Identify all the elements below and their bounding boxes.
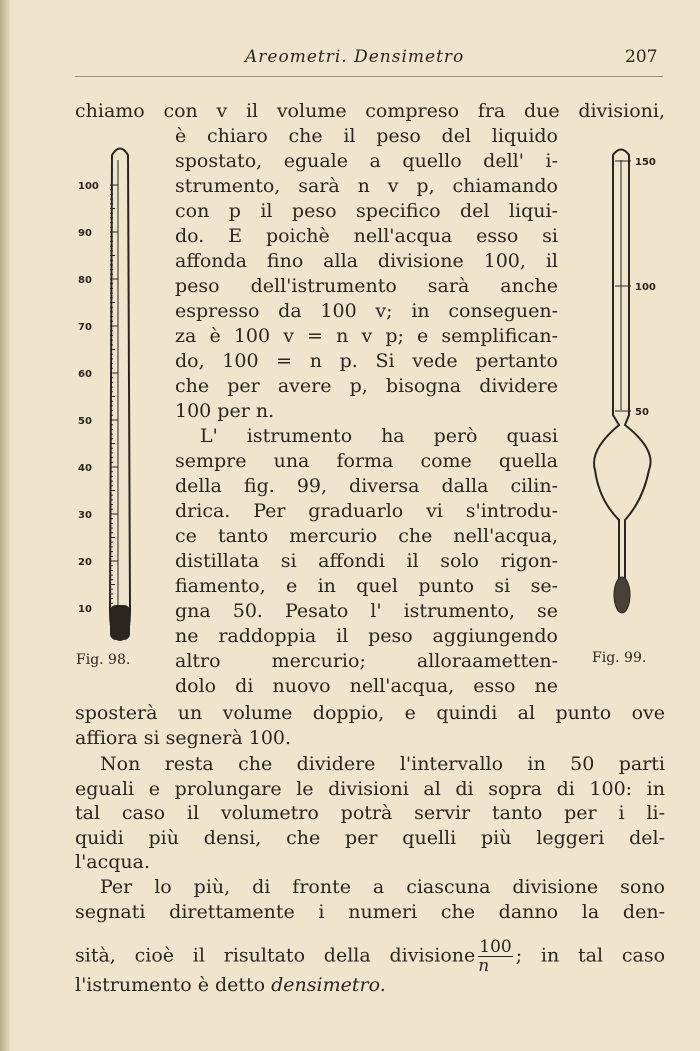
figure-99-caption: Fig. 99. — [592, 650, 647, 666]
running-header-title: Areometri. Densimetro — [245, 47, 465, 67]
fraction-numerator: 100 — [479, 937, 512, 957]
scale-label: 150 — [635, 157, 656, 168]
page-number: 207 — [625, 47, 658, 67]
fraction-line — [75, 938, 665, 975]
page-binding-edge — [0, 0, 10, 1051]
final-line — [75, 974, 665, 996]
text-line: l'acqua. — [75, 851, 151, 873]
text-line: quidi più densi, che per quelli più leggeri del- — [75, 827, 665, 849]
text-line: affonda fino alla divisione 100, il — [175, 250, 558, 272]
scale-label: 90 — [78, 228, 92, 239]
fraction-line-before: sità, cioè il risultato della divisione — [75, 944, 476, 967]
scale-label: 20 — [78, 557, 92, 568]
text-line: con p il peso specifico del liqui- — [175, 200, 558, 222]
text-line: che per avere p, bisogna dividere — [175, 375, 558, 397]
figure-98-caption: Fig. 98. — [76, 652, 131, 668]
fraction-line-after: ; in tal caso — [515, 944, 666, 967]
figure-99-densimeter — [585, 140, 675, 630]
text-line: za è 100 v = n v p; e semplifican- — [175, 325, 558, 347]
scale-label: 50 — [78, 416, 92, 427]
text-line: sempre una forma come quella — [175, 450, 558, 472]
text-line: do, 100 = n p. Si vede pertanto — [175, 350, 558, 372]
scale-label: 100 — [635, 282, 656, 293]
text-line: 100 per n. — [175, 400, 275, 422]
text-line: ne raddoppia il peso aggiungendo — [175, 625, 558, 647]
text-line: Non resta che dividere l'intervallo in 50 parti — [100, 753, 665, 775]
text-line: spostato, eguale a quello dell' i- — [175, 150, 558, 172]
text-line: gna 50. Pesato l' istrumento, se — [175, 600, 558, 622]
text-line: fiamento, e in quel punto si se- — [175, 575, 558, 597]
text-line: è chiaro che il peso del liquido — [175, 125, 558, 147]
scale-label: 70 — [78, 322, 92, 333]
figure-98-volumeter — [70, 140, 150, 650]
fraction-denominator: n — [478, 956, 490, 976]
text-line: espresso da 100 v; in conseguen- — [175, 300, 558, 322]
text-line: L' istrumento ha però quasi — [200, 425, 558, 447]
text-line: Per lo più, di fronte a ciascuna divisione sono — [100, 876, 665, 898]
emphasis-densimetro: densimetro. — [271, 974, 386, 996]
text-line: distillata si affondi il solo rigon- — [175, 550, 558, 572]
text-line: eguali e prolungare le divisioni al di sopra di 100: in — [75, 778, 665, 800]
text-line: segnati direttamente i numeri che danno la den- — [75, 901, 665, 923]
text-line: sposterà un volume doppio, e quindi al punto ove — [75, 702, 665, 724]
text-line: strumento, sarà n v p, chiamando — [175, 175, 558, 197]
scale-label: 80 — [78, 275, 92, 286]
scale-label: 10 — [78, 604, 92, 615]
scale-label: 40 — [78, 463, 92, 474]
text-line: della fig. 99, diversa dalla cilin- — [175, 475, 558, 497]
text-line: do. E poichè nell'acqua esso si — [175, 225, 558, 247]
scale-label: 100 — [78, 181, 99, 192]
header-rule — [75, 76, 663, 77]
text-line: dolo di nuovo nell'acqua, esso ne — [175, 675, 558, 697]
text-line: affiora si segnerà 100. — [75, 727, 292, 749]
text-line: ce tanto mercurio che nell'acqua, — [175, 525, 558, 547]
text-line: altro mercurio; alloraametten- — [175, 650, 558, 672]
scale-label: 50 — [635, 407, 649, 418]
text-line: peso dell'istrumento sarà anche — [175, 275, 558, 297]
text-line: drica. Per graduarlo vi s'introdu- — [175, 500, 558, 522]
scale-label: 30 — [78, 510, 92, 521]
fraction — [478, 938, 512, 975]
final-line-text: l'istrumento è detto — [75, 974, 272, 996]
text-line: chiamo con v il volume compreso fra due divisioni, — [75, 100, 665, 122]
scale-label: 60 — [78, 369, 92, 380]
text-line: tal caso il volumetro potrà servir tanto per i li- — [75, 802, 665, 824]
